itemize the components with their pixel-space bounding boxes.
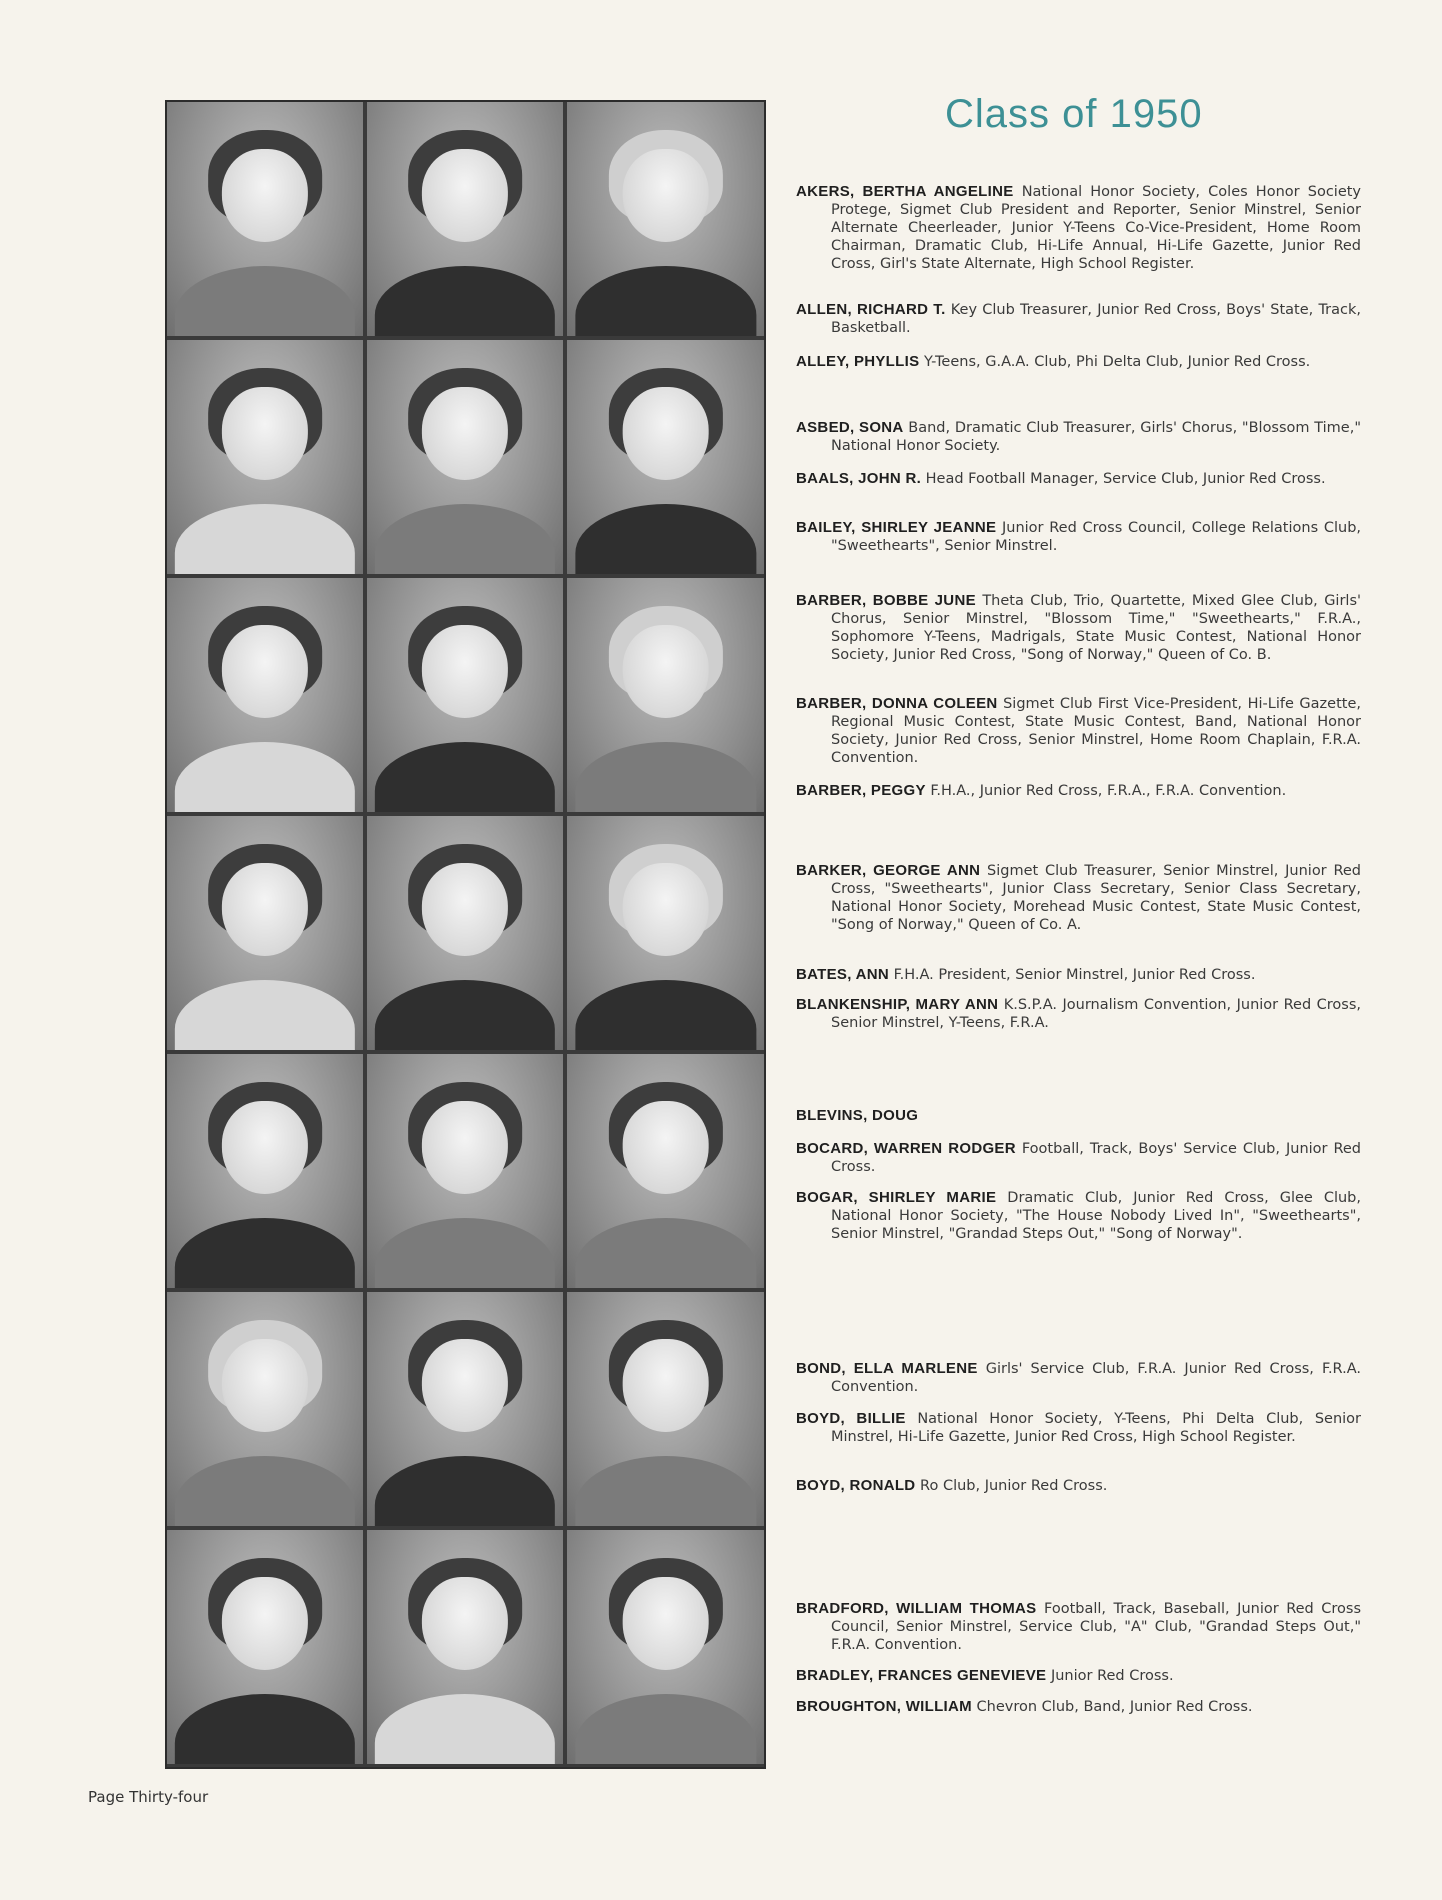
student-entry [796, 1667, 1361, 1685]
student-entry [796, 1698, 1361, 1716]
student-entry [796, 419, 1361, 455]
student-name: BOYD, BILLIE [796, 1410, 906, 1427]
portrait-photo [367, 1054, 563, 1288]
student-name: BAALS, JOHN R. [796, 470, 922, 487]
student-name: ALLEN, RICHARD T. [796, 301, 946, 318]
student-activities: Ro Club, Junior Red Cross. [920, 1478, 1108, 1494]
student-entry [796, 183, 1361, 273]
student-activities: National Honor Society, Y-Teens, Phi Delta Club, Senior Minstrel, Hi-Life Gazette, Junior Red Cross, High School Register. [831, 1411, 1361, 1445]
portrait-photo [367, 340, 563, 574]
portrait-photo [167, 1054, 363, 1288]
portrait-photo [367, 102, 563, 336]
student-name: BLANKENSHIP, MARY ANN [796, 996, 999, 1013]
student-entry [796, 592, 1361, 664]
student-entry [796, 695, 1361, 767]
student-activities: Chevron Club, Band, Junior Red Cross. [976, 1699, 1253, 1715]
student-name: BOCARD, WARREN RODGER [796, 1140, 1016, 1157]
student-entry [796, 470, 1361, 488]
portrait-photo [567, 578, 764, 812]
student-entry [796, 1477, 1361, 1495]
student-name: BRADLEY, FRANCES GENEVIEVE [796, 1667, 1047, 1684]
page-number: Page Thirty-four [88, 1788, 209, 1806]
student-name: BRADFORD, WILLIAM THOMAS [796, 1600, 1037, 1617]
student-name: BROUGHTON, WILLIAM [796, 1698, 972, 1715]
student-entry [796, 1410, 1361, 1446]
student-activities: National Honor Society, Coles Honor Society Protege, Sigmet Club President and Reporter, Senior Minstrel, Senior Alternate Cheerleader, Junior Y-Teens Co-Vice-President, Home Room Chairman, Dramatic Club, Hi-Life Annual, Hi-Life Gazette, Junior Red Cross, Girl's State Alternate, High School Register. [831, 184, 1362, 272]
student-activities: Junior Red Cross Council, College Relations Club, "Sweethearts", Senior Minstrel. [831, 520, 1362, 554]
portrait-grid [165, 100, 766, 1769]
student-name: BOND, ELLA MARLENE [796, 1360, 978, 1377]
student-activities: Sigmet Club Treasurer, Senior Minstrel, Junior Red Cross, "Sweethearts", Junior Class Secretary, Senior Class Secretary, National Honor Society, Morehead Music Contest, State Music Contest, "Song of Norway," Queen of Co. A. [831, 863, 1361, 933]
portrait-photo [567, 816, 764, 1050]
student-name: ALLEY, PHYLLIS [796, 353, 920, 370]
student-activities: Key Club Treasurer, Junior Red Cross, Boys' State, Track, Basketball. [831, 302, 1362, 336]
portrait-photo [167, 102, 363, 336]
portrait-photo [567, 340, 764, 574]
student-name: BATES, ANN [796, 966, 889, 983]
student-entry [796, 301, 1361, 337]
student-activities: Girls' Service Club, F.R.A. Junior Red Cross, F.R.A. Convention. [831, 1361, 1361, 1395]
student-activities: Football, Track, Baseball, Junior Red Cross Council, Senior Minstrel, Service Club, "A" Club, "Grandad Steps Out," F.R.A. Convention. [831, 1601, 1362, 1653]
portrait-photo [367, 1292, 563, 1526]
student-activities: Theta Club, Trio, Quartette, Mixed Glee Club, Girls' Chorus, Senior Minstrel, "Blossom Time," "Sweethearts," F.R.A., Sophomore Y-Teens, Madrigals, State Music Contest, National Honor Society, Junior Red Cross, "Song of Norway," Queen of Co. B. [831, 593, 1361, 663]
portrait-photo [167, 1530, 363, 1764]
student-activities: F.H.A. President, Senior Minstrel, Junior Red Cross. [893, 967, 1256, 983]
portrait-photo [567, 102, 764, 336]
portrait-photo [567, 1054, 764, 1288]
student-activities: Y-Teens, G.A.A. Club, Phi Delta Club, Junior Red Cross. [924, 354, 1311, 370]
portrait-photo [167, 578, 363, 812]
student-activities: F.H.A., Junior Red Cross, F.R.A., F.R.A. Convention. [930, 783, 1287, 799]
portrait-photo [167, 340, 363, 574]
portrait-photo [167, 1292, 363, 1526]
student-name: BOYD, RONALD [796, 1477, 916, 1494]
portrait-photo [567, 1530, 764, 1764]
student-activities: K.S.P.A. Journalism Convention, Junior Red Cross, Senior Minstrel, Y-Teens, F.R.A. [831, 997, 1361, 1031]
student-activities: Junior Red Cross. [1050, 1668, 1174, 1684]
student-entry [796, 1189, 1361, 1243]
page-title: Class of 1950 [945, 92, 1203, 136]
student-entry [796, 519, 1361, 555]
student-entry [796, 966, 1361, 984]
student-entry [796, 1107, 1361, 1125]
portrait-photo [367, 816, 563, 1050]
student-name: BARKER, GEORGE ANN [796, 862, 981, 879]
portrait-photo [367, 578, 563, 812]
student-activities: Band, Dramatic Club Treasurer, Girls' Chorus, "Blossom Time," National Honor Society. [831, 420, 1362, 454]
student-entry [796, 782, 1361, 800]
student-entry [796, 862, 1361, 934]
student-name: BARBER, BOBBE JUNE [796, 592, 976, 609]
student-entry [796, 1360, 1361, 1396]
student-activities: Football, Track, Boys' Service Club, Junior Red Cross. [831, 1141, 1362, 1175]
student-entry [796, 1600, 1361, 1654]
portrait-photo [367, 1530, 563, 1764]
student-entry [796, 353, 1361, 371]
student-entry [796, 996, 1361, 1032]
student-activities: Sigmet Club First Vice-President, Hi-Life Gazette, Regional Music Contest, State Music Contest, Band, National Honor Society, Junior Red Cross, Senior Minstrel, Home Room Chaplain, F.R.A. Convention. [831, 696, 1361, 766]
student-entry [796, 1140, 1361, 1176]
portrait-photo [167, 816, 363, 1050]
portrait-photo [567, 1292, 764, 1526]
student-name: BAILEY, SHIRLEY JEANNE [796, 519, 997, 536]
student-name: BARBER, DONNA COLEEN [796, 695, 998, 712]
student-activities: Dramatic Club, Junior Red Cross, Glee Club, National Honor Society, "The House Nobody Lived In", "Sweethearts", Senior Minstrel, "Grandad Steps Out," "Song of Norway". [831, 1190, 1361, 1242]
student-name: BLEVINS, DOUG [796, 1107, 919, 1124]
student-name: BOGAR, SHIRLEY MARIE [796, 1189, 997, 1206]
student-name: BARBER, PEGGY [796, 782, 926, 799]
student-activities: Head Football Manager, Service Club, Junior Red Cross. [925, 471, 1326, 487]
student-name: ASBED, SONA [796, 419, 904, 436]
student-name: AKERS, BERTHA ANGELINE [796, 183, 1014, 200]
